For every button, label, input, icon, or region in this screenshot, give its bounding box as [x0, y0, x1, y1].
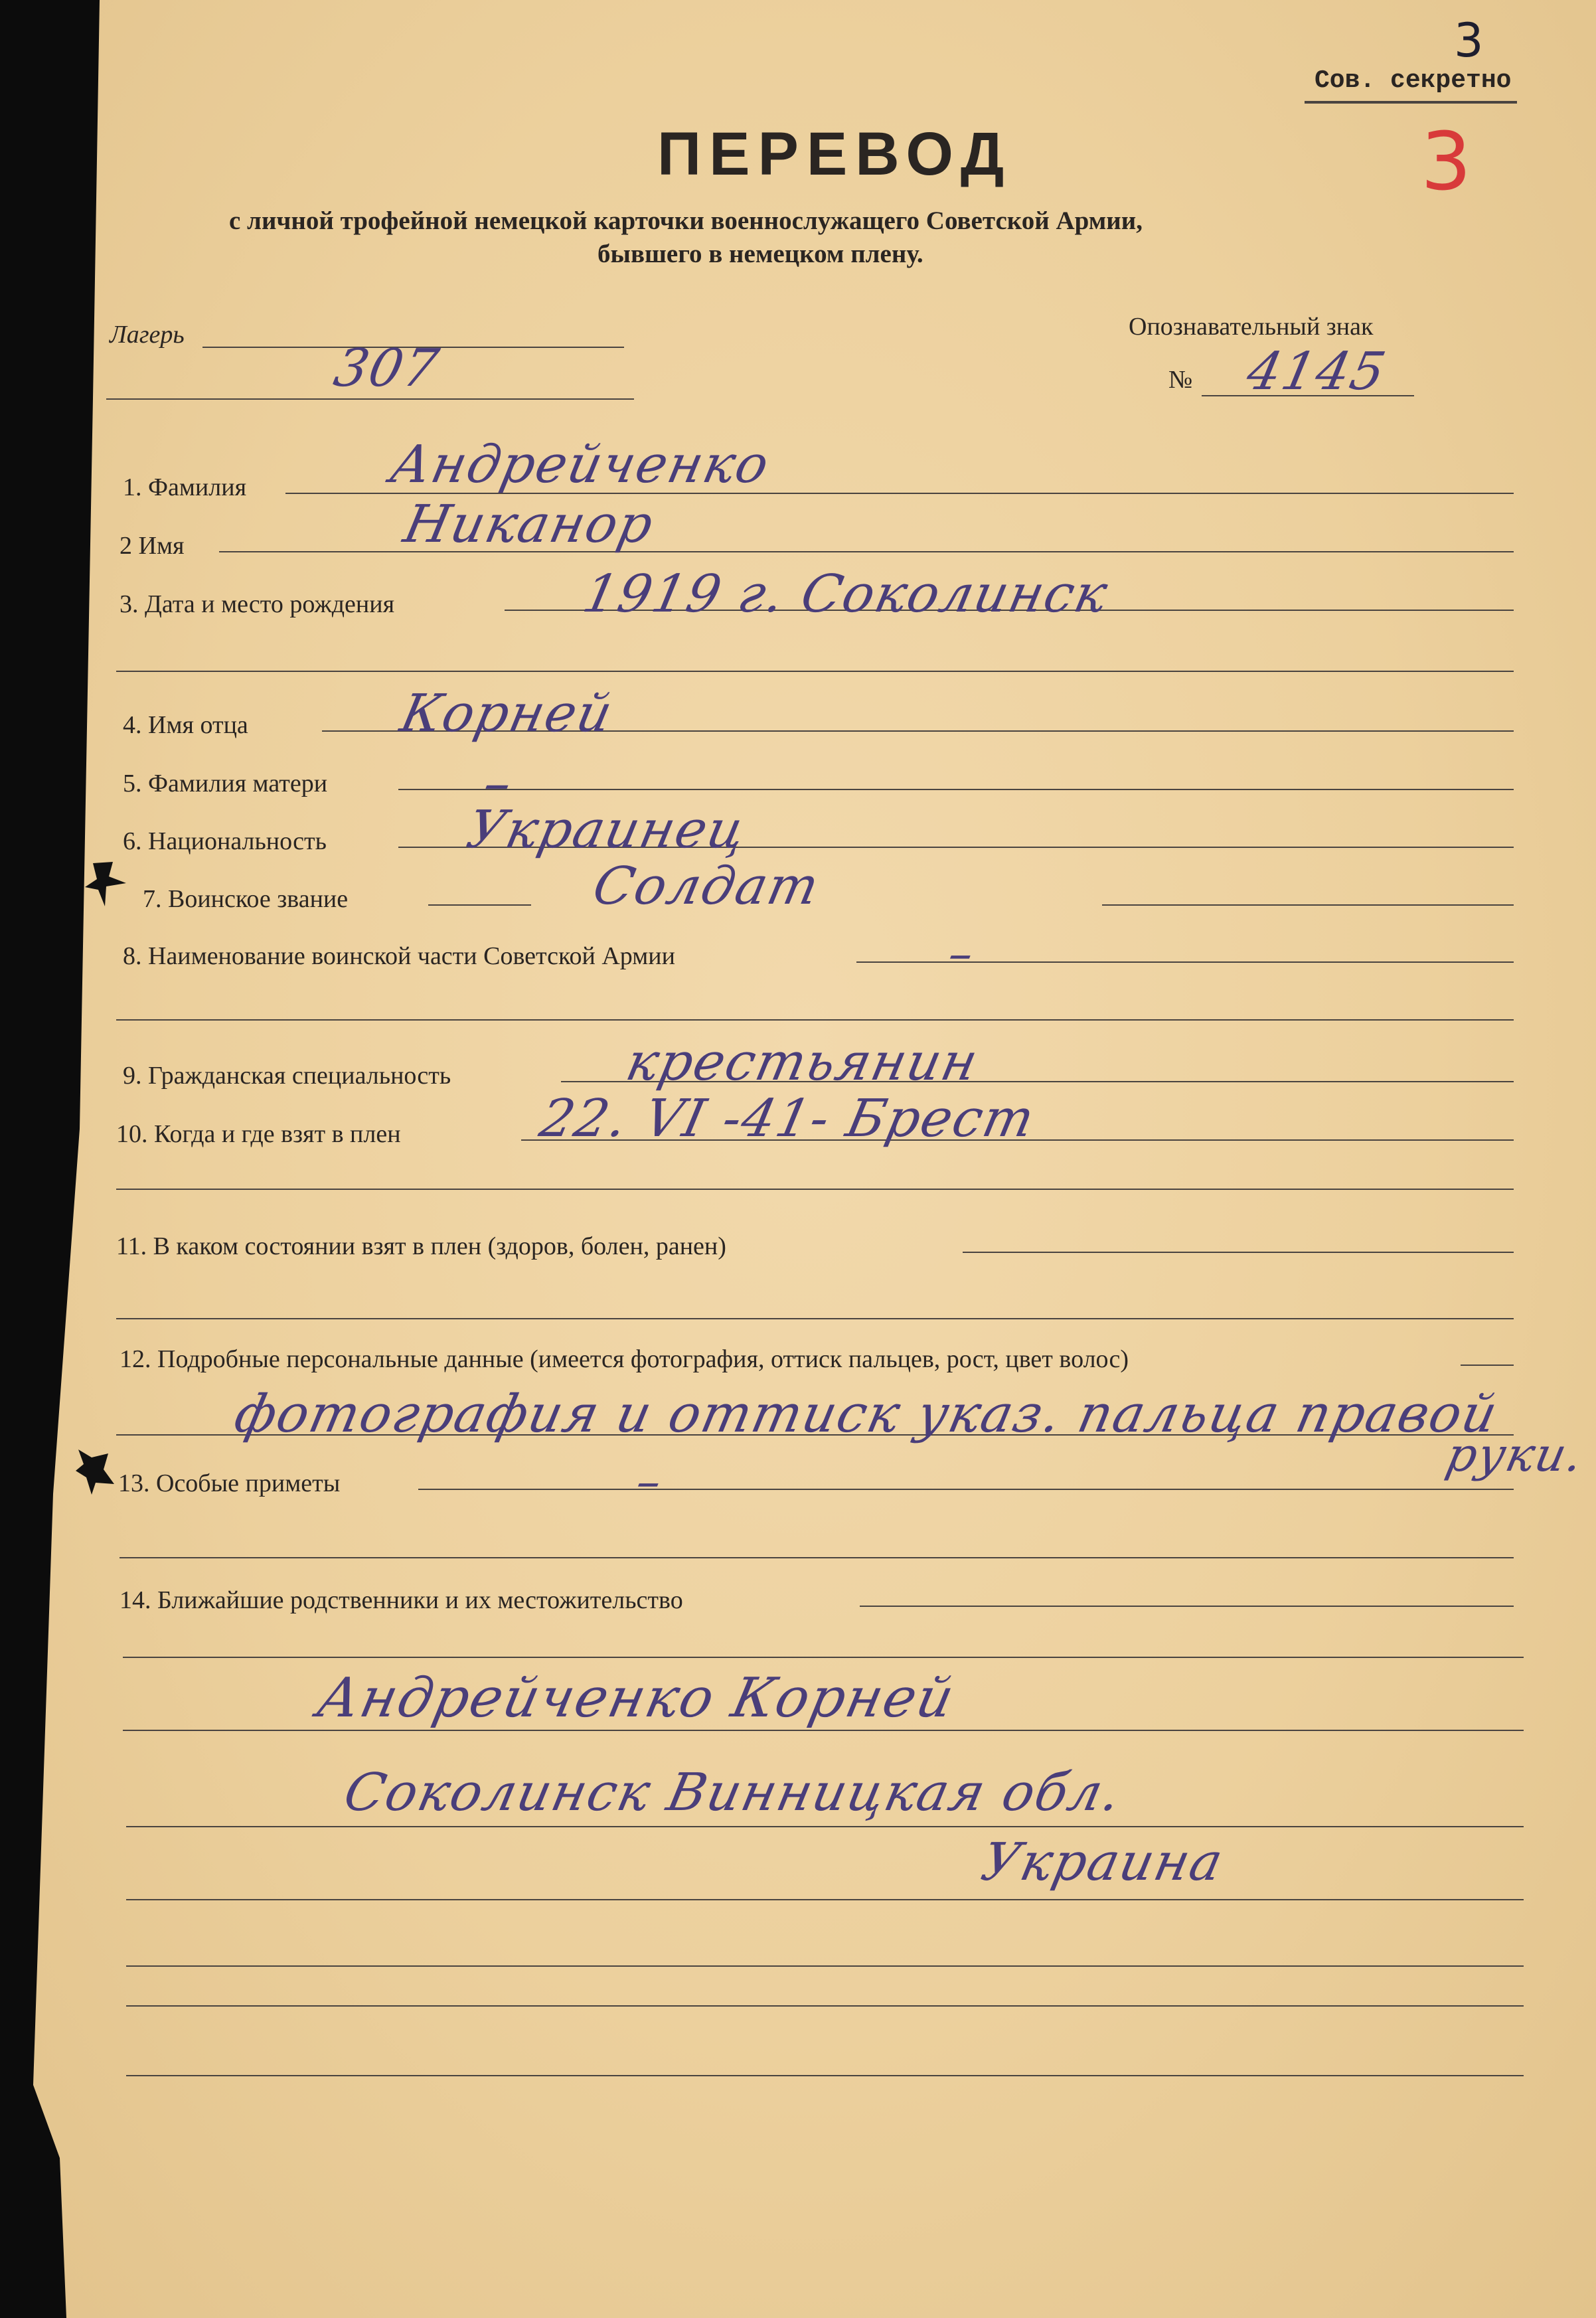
document-subtitle-line2: бывшего в немецком плену.	[598, 240, 923, 268]
field-14-line-5	[126, 1899, 1524, 1900]
field-7-line-a	[428, 904, 531, 906]
classification-stamp: Сов. секретно	[1315, 66, 1512, 95]
field-12-value: фотография и оттиск указ. пальца правой	[229, 1384, 1504, 1444]
field-6-value: Украинец	[461, 800, 752, 860]
field-14-address-line: Соколинск Винницкая обл.	[339, 1763, 1127, 1823]
field-2-label: 2 Имя	[120, 532, 185, 560]
ink-blot-bottom	[72, 1444, 118, 1497]
field-14-label: 14. Ближайшие родственники и их местожительство	[120, 1586, 683, 1614]
tag-number-sign: №	[1168, 366, 1193, 394]
field-13-line-2	[120, 1557, 1514, 1558]
field-7-value: Солдат	[588, 857, 825, 916]
field-9-value: крестьянин	[621, 1033, 984, 1092]
field-3-label: 3. Дата и место рождения	[120, 590, 395, 618]
field-11-label: 11. В каком состоянии взят в плен (здоров, болен, ранен)	[116, 1232, 726, 1260]
field-3-value: 1919 г. Соколинск	[578, 564, 1114, 624]
field-11-line	[963, 1252, 1514, 1253]
page-number: 3	[1454, 13, 1484, 68]
field-14-line	[860, 1606, 1514, 1607]
camp-line-2	[106, 398, 634, 400]
red-page-mark: 3	[1421, 116, 1472, 208]
field-13-label: 13. Особые приметы	[118, 1469, 341, 1497]
field-8-label: 8. Наименование воинской части Советской Армии	[123, 942, 675, 970]
tag-number-value: 4145	[1241, 342, 1392, 402]
field-6-label: 6. Национальность	[123, 827, 327, 855]
field-10-value: 22. VI -41- Брест	[534, 1089, 1041, 1149]
field-14-line-8	[126, 2075, 1524, 2076]
field-1-value: Андрейченко	[385, 435, 775, 495]
field-1-label: 1. Фамилия	[123, 473, 247, 501]
field-14-relative-name: Андрейченко Корней	[311, 1667, 961, 1730]
field-14-country: Украина	[976, 1833, 1230, 1892]
field-14-line-2	[123, 1657, 1524, 1658]
camp-number-value: 307	[329, 339, 445, 398]
ink-blot-top	[80, 857, 133, 910]
field-2-value: Никанор	[398, 495, 660, 554]
field-7-line-b	[1102, 904, 1514, 906]
tag-label: Опознавательный знак	[1129, 313, 1374, 341]
field-5-value: –	[478, 754, 519, 813]
field-14-line-4	[126, 1826, 1524, 1827]
field-8-line-2	[116, 1019, 1514, 1021]
field-3-line-2	[116, 671, 1514, 672]
field-14-line-3	[123, 1730, 1524, 1731]
document-subtitle-line1: с личной трофейной немецкой карточки военнослужащего Советской Армии,	[229, 207, 1143, 235]
field-14-line-7	[126, 2005, 1524, 2007]
field-8-value: –	[943, 926, 980, 981]
field-10-label: 10. Когда и где взят в плен	[116, 1120, 401, 1148]
field-4-value: Корней	[395, 684, 619, 744]
field-5-line	[398, 789, 1514, 790]
field-14-line-6	[126, 1965, 1524, 1967]
document-title: ПЕРЕВОД	[657, 120, 1012, 188]
field-12-line	[1461, 1365, 1514, 1366]
field-10-line-2	[116, 1189, 1514, 1190]
field-4-label: 4. Имя отца	[123, 711, 248, 739]
field-12-value-continued: руки.	[1441, 1428, 1589, 1482]
classification-underline	[1305, 101, 1517, 104]
camp-label: Лагерь	[110, 321, 185, 349]
field-11-line-2	[116, 1318, 1514, 1319]
field-9-label: 9. Гражданская специальность	[123, 1062, 451, 1090]
field-13-line	[418, 1489, 1514, 1490]
field-5-label: 5. Фамилия матери	[123, 770, 328, 797]
field-7-label: 7. Воинское звание	[143, 885, 349, 913]
field-13-value: –	[631, 1454, 668, 1509]
field-12-label: 12. Подробные персональные данные (имеется фотография, оттиск пальцев, рост, цвет волос)	[120, 1345, 1129, 1373]
